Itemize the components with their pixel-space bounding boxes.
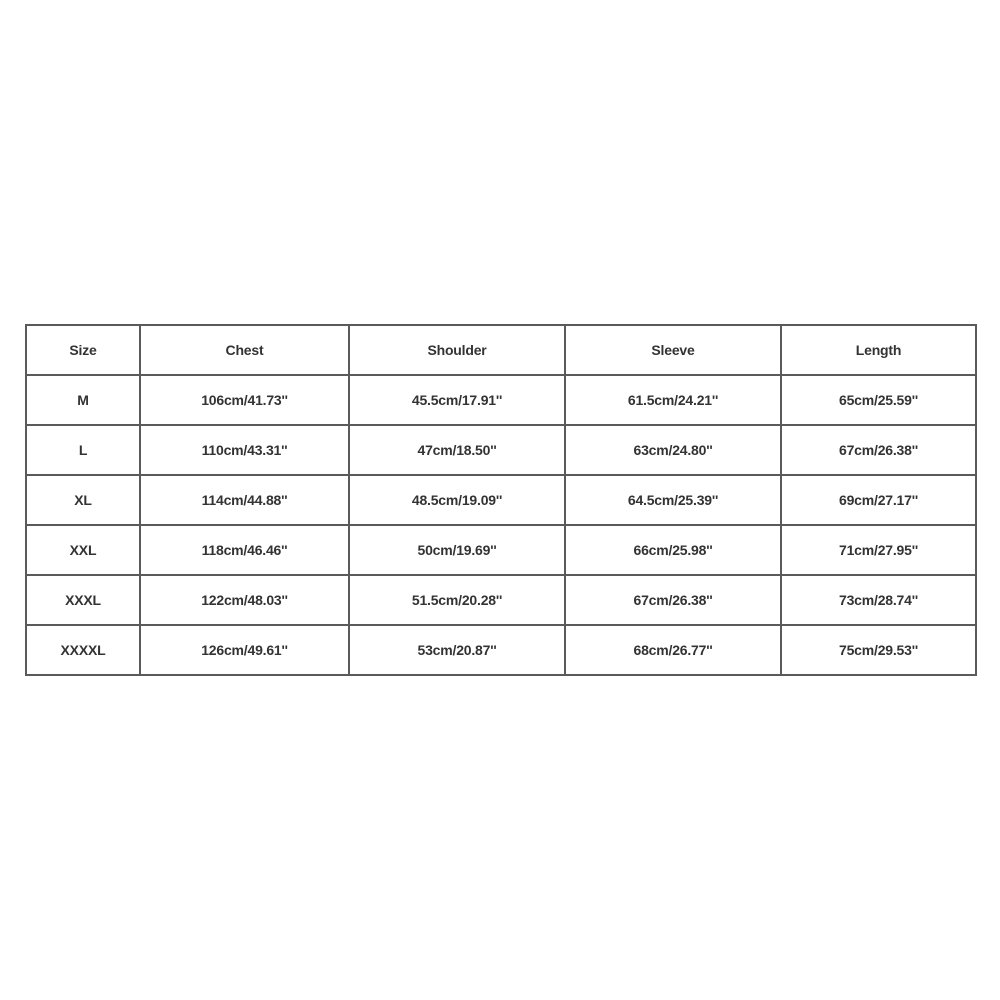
cell-shoulder: 47cm/18.50'' [349,425,565,475]
table-row [26,425,976,475]
cell-size: L [26,425,140,475]
header-size: Size [26,325,140,375]
cell-sleeve: 67cm/26.38'' [565,575,781,625]
cell-chest: 118cm/46.46'' [140,525,349,575]
cell-length: 65cm/25.59'' [781,375,976,425]
cell-shoulder: 45.5cm/17.91'' [349,375,565,425]
header-length: Length [781,325,976,375]
cell-size: M [26,375,140,425]
cell-length: 67cm/26.38'' [781,425,976,475]
header-chest: Chest [140,325,349,375]
cell-chest: 114cm/44.88'' [140,475,349,525]
cell-chest: 106cm/41.73'' [140,375,349,425]
cell-chest: 122cm/48.03'' [140,575,349,625]
cell-length: 75cm/29.53'' [781,625,976,675]
cell-sleeve: 64.5cm/25.39'' [565,475,781,525]
cell-shoulder: 53cm/20.87'' [349,625,565,675]
cell-size: XXXL [26,575,140,625]
cell-length: 73cm/28.74'' [781,575,976,625]
cell-sleeve: 68cm/26.77'' [565,625,781,675]
cell-length: 69cm/27.17'' [781,475,976,525]
header-sleeve: Sleeve [565,325,781,375]
table-row [26,575,976,625]
header-row [26,325,976,375]
cell-chest: 126cm/49.61'' [140,625,349,675]
cell-size: XXL [26,525,140,575]
header-shoulder: Shoulder [349,325,565,375]
cell-shoulder: 48.5cm/19.09'' [349,475,565,525]
table-row [26,525,976,575]
cell-sleeve: 66cm/25.98'' [565,525,781,575]
cell-sleeve: 63cm/24.80'' [565,425,781,475]
cell-chest: 110cm/43.31'' [140,425,349,475]
cell-sleeve: 61.5cm/24.21'' [565,375,781,425]
cell-size: XL [26,475,140,525]
cell-shoulder: 51.5cm/20.28'' [349,575,565,625]
cell-length: 71cm/27.95'' [781,525,976,575]
table-row [26,475,976,525]
size-chart-table [25,324,977,676]
cell-size: XXXXL [26,625,140,675]
table-row [26,625,976,675]
cell-shoulder: 50cm/19.69'' [349,525,565,575]
table-row [26,375,976,425]
